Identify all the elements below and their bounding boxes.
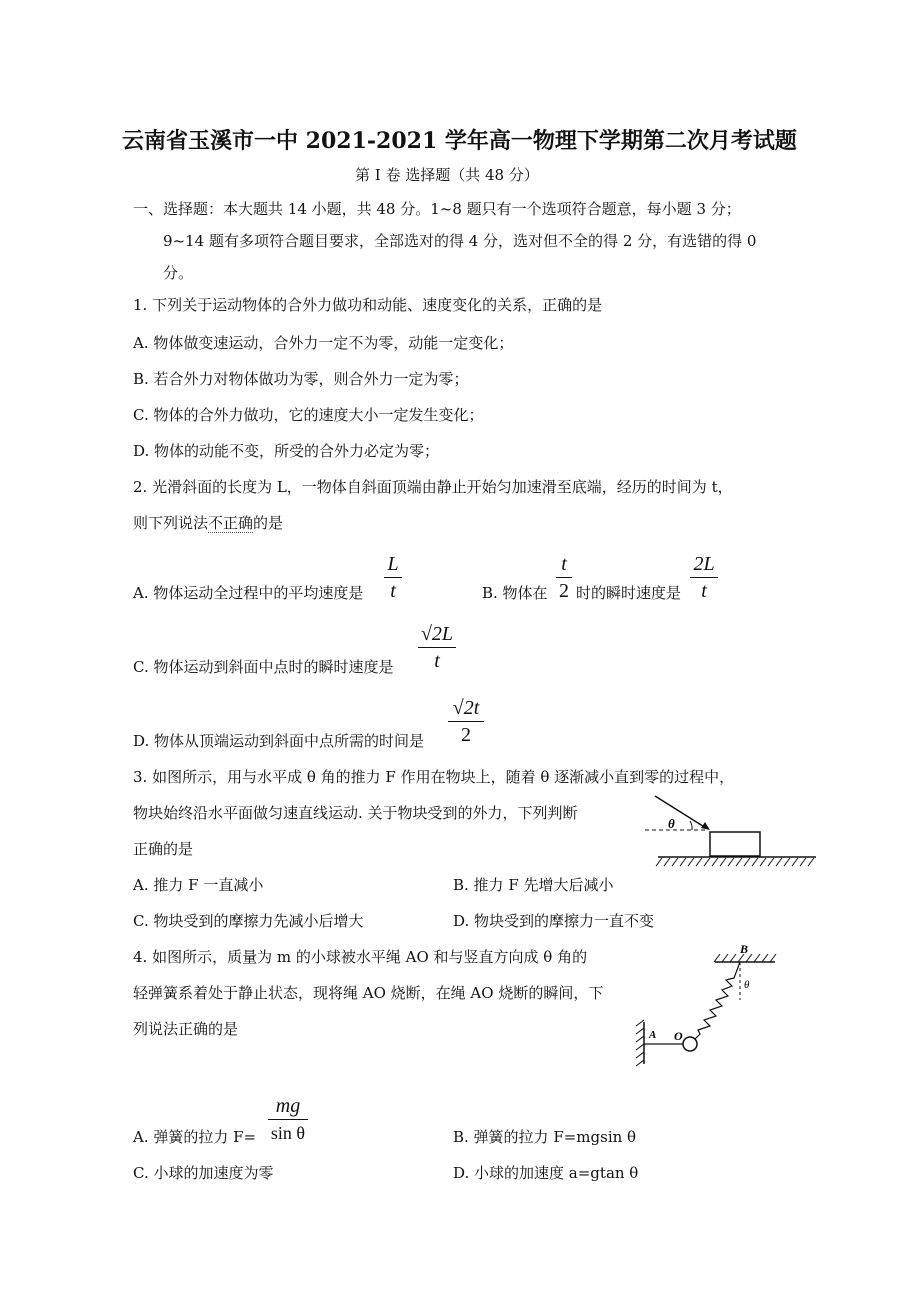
q1-option-b: B. 若合外力对物体做功为零，则合外力一定为零； [133,370,469,388]
q2-b-fraction [690,552,718,603]
q2-b-denominator: t [701,580,707,602]
q4-option-c: C. 小球的加速度为零 [133,1164,274,1182]
q2-stem-line-1: 2. 光滑斜面的长度为 L，一物体自斜面顶端由静止开始匀加速滑至底端，经历的时间为 t， [133,478,733,496]
theta-label: θ [668,816,675,831]
theta-label: θ [744,979,750,991]
ball [683,1037,697,1051]
q4-stem-line-1: 4. 如图所示，质量为 m 的小球被水平绳 AO 和与竖直方向成 θ 角的 [133,948,588,966]
fraction-bar [384,577,402,578]
label-a: A [649,1029,657,1041]
fraction-bar [556,577,572,578]
q2-option-b-prefix: B. 物体在 [482,584,548,602]
q2-b-time-fraction [556,552,572,603]
q3-figure [640,790,820,870]
q2-stem-line-2 [133,512,283,533]
q4-option-b: B. 弹簧的拉力 F=mgsin θ [453,1128,637,1146]
page-title: 云南省玉溪市一中 2021-2021 学年高一物理下学期第二次月考试题 [122,128,797,154]
q2-a-numerator: L [387,553,399,575]
q3-stem-line-3: 正确的是 [133,840,194,858]
q3-option-c: C. 物块受到的摩擦力先减小后增大 [133,912,364,930]
instructions-line-1: 一、选择题：本大题共 14 小题，共 48 分。1~8 题只有一个选项符合题意，每小题 3 分； [133,200,741,218]
label-o: O [674,1029,683,1043]
label-b: B [740,942,749,956]
q4-option-d: D. 小球的加速度 a=gtan θ [453,1164,639,1182]
fraction-bar [418,647,456,648]
q2-b-time-numerator: t [561,553,567,575]
q2-stem-text-2: 的是 [253,514,284,532]
q2-d-denominator: 2 [461,724,471,746]
q2-a-fraction [384,552,402,603]
q2-option-c: C. 物体运动到斜面中点时的瞬时速度是 [133,658,394,676]
block [710,832,760,856]
q2-stem-emphasis: 不正确 [208,514,254,532]
angle-arc [690,821,692,830]
spring-coil [692,962,740,1042]
q2-c-denominator: t [434,650,440,672]
arrow-head-icon [701,822,710,830]
q2-stem-text-1: 则下列说法 [133,514,209,532]
q2-option-b-suffix: 时的瞬时速度是 [576,584,682,602]
q1-option-c: C. 物体的合外力做功，它的速度大小一定发生变化； [133,406,484,424]
fraction-bar [268,1119,308,1120]
push-force-line [655,796,706,828]
q4-stem-line-3: 列说法正确的是 [133,1020,239,1038]
q4-option-a: A. 弹簧的拉力 F= [133,1128,257,1146]
q1-stem: 1. 下列关于运动物体的合外力做功和动能、速度变化的关系，正确的是 [133,296,603,314]
q1-option-a: A. 物体做变速运动，合外力一定不为零，动能一定变化； [133,334,514,352]
q2-d-fraction [448,696,484,747]
instructions-line-3: 分。 [163,264,194,282]
q3-option-d: D. 物块受到的摩擦力一直不变 [453,912,655,930]
q3-option-b: B. 推力 F 先增大后减小 [453,876,614,894]
instructions-line-2: 9~14 题有多项符合题目要求，全部选对的得 4 分，选对但不全的得 2 分，有选错的得 0 [163,232,757,250]
q2-option-a: A. 物体运动全过程中的平均速度是 [133,584,364,602]
q3-option-a: A. 推力 F 一直减小 [133,876,264,894]
fraction-bar [448,721,484,722]
q2-b-numerator: 2L [693,553,715,575]
q4-figure [630,940,780,1070]
q4-a-denominator: sin θ [270,1123,306,1143]
q2-a-denominator: t [390,580,396,602]
q4-stem-line-2: 轻弹簧系着处于静止状态，现将绳 AO 烧断，在绳 AO 烧断的瞬间，下 [133,984,604,1002]
q2-c-numerator: √2L [420,623,454,645]
q3-stem-line-2: 物块始终沿水平面做匀速直线运动. 关于物块受到的外力，下列判断 [133,804,578,822]
q2-b-time-denominator: 2 [559,580,569,602]
q3-stem-line-1: 3. 如图所示，用与水平成 θ 角的推力 F 作用在物块上，随着 θ 逐渐减小直到零的过程中， [133,768,735,786]
q2-c-fraction [418,622,456,673]
fraction-bar [690,577,718,578]
q2-option-d: D. 物体从顶端运动到斜面中点所需的时间是 [133,732,425,750]
q1-option-d: D. 物体的动能不变，所受的合外力必定为零； [133,442,440,460]
q2-d-numerator: √2t [452,697,480,719]
q4-a-numerator: mg [275,1095,301,1117]
section-heading: 第 I 卷 选择题（共 48 分） [355,166,539,184]
q4-a-fraction [268,1094,308,1145]
